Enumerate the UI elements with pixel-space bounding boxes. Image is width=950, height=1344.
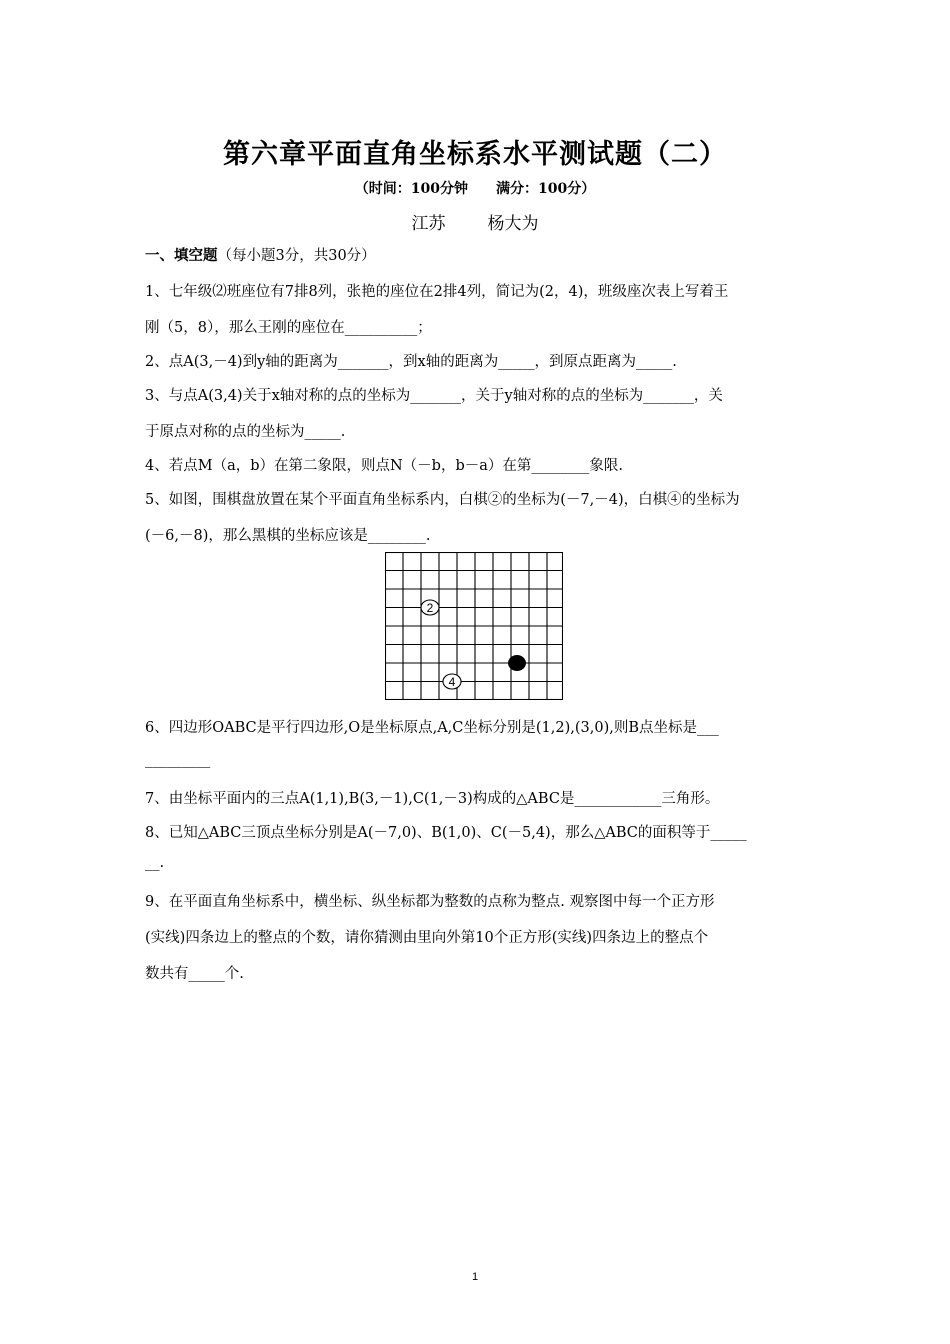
- author-province: 江苏: [411, 214, 446, 234]
- section-title: 一、填空题: [145, 247, 218, 264]
- question-3-line-2: 于原点对称的点的坐标为_____.: [145, 424, 346, 440]
- question-1-line-1: 1、七年级⑵班座位有7排8列，张艳的座位在2排4列，简记为(2，4)，班级座次表上写着王: [145, 284, 729, 300]
- white-stone-4: [443, 674, 461, 689]
- author-line: [0, 209, 950, 234]
- question-5-line-1: 5、如图，围棋盘放置在某个平面直角坐标系内，白棋②的坐标为(－7,－4)，白棋④的坐标为: [145, 492, 740, 508]
- question-4: 4、若点M（a，b）在第二象限，则点N（－b，b－a）在第________象限.: [145, 458, 624, 474]
- question-8-line-2: __.: [145, 855, 165, 871]
- question-3-line-1: 3、与点A(3,4)关于x轴对称的点的坐标为_______，关于y轴对称的点的坐标为_______，关: [145, 388, 723, 404]
- exam-time: （时间：100分钟: [354, 181, 468, 197]
- author-name: 杨大为: [487, 214, 539, 234]
- page-number: 1: [471, 1271, 479, 1283]
- question-2: 2、点A(3,－4)到y轴的距离为_______，到x轴的距离为_____，到原点距离为_____.: [145, 354, 677, 370]
- go-board-grid: [385, 552, 563, 700]
- question-9-line-3: 数共有_____个.: [145, 966, 244, 982]
- go-board-figure: [385, 552, 563, 700]
- white-stone-2: [421, 600, 439, 615]
- question-6-line-1: 6、四边形OABC是平行四边形,O是坐标原点,A,C坐标分别是(1,2),(3,0),则B点坐标是___: [145, 720, 719, 736]
- question-5-line-2: (－6,－8)，那么黑棋的坐标应该是________.: [145, 528, 431, 544]
- black-stone: [508, 655, 526, 671]
- exam-meta: [0, 178, 950, 198]
- exam-score: 满分：100分）: [496, 181, 596, 197]
- question-8-line-1: 8、已知△ABC三顶点坐标分别是A(－7,0)、B(1,0)、C(－5,4)，那么△ABC的面积等于_____: [145, 825, 747, 841]
- question-7: 7、由坐标平面内的三点A(1,1),B(3,－1),C(1,－3)构成的△ABC是____________三角形。: [145, 791, 720, 807]
- section-heading: [145, 244, 810, 265]
- page-title: 第六章平面直角坐标系水平测试题（二）: [223, 139, 727, 170]
- question-1-line-2: 刚（5，8），那么王刚的座位在__________；: [145, 320, 432, 336]
- section-note: （每小题3分，共30分）: [217, 248, 376, 264]
- white-stone-2-label: 2: [426, 601, 434, 615]
- question-9-line-2: (实线)四条边上的整点的个数，请你猜测由里向外第10个正方形(实线)四条边上的整点个: [145, 930, 709, 946]
- white-stone-4-label: 4: [448, 675, 456, 689]
- question-6-line-2: _________: [145, 752, 211, 768]
- question-9-line-1: 9、在平面直角坐标系中，横坐标、纵坐标都为整数的点称为整点. 观察图中每一个正方形: [145, 894, 715, 910]
